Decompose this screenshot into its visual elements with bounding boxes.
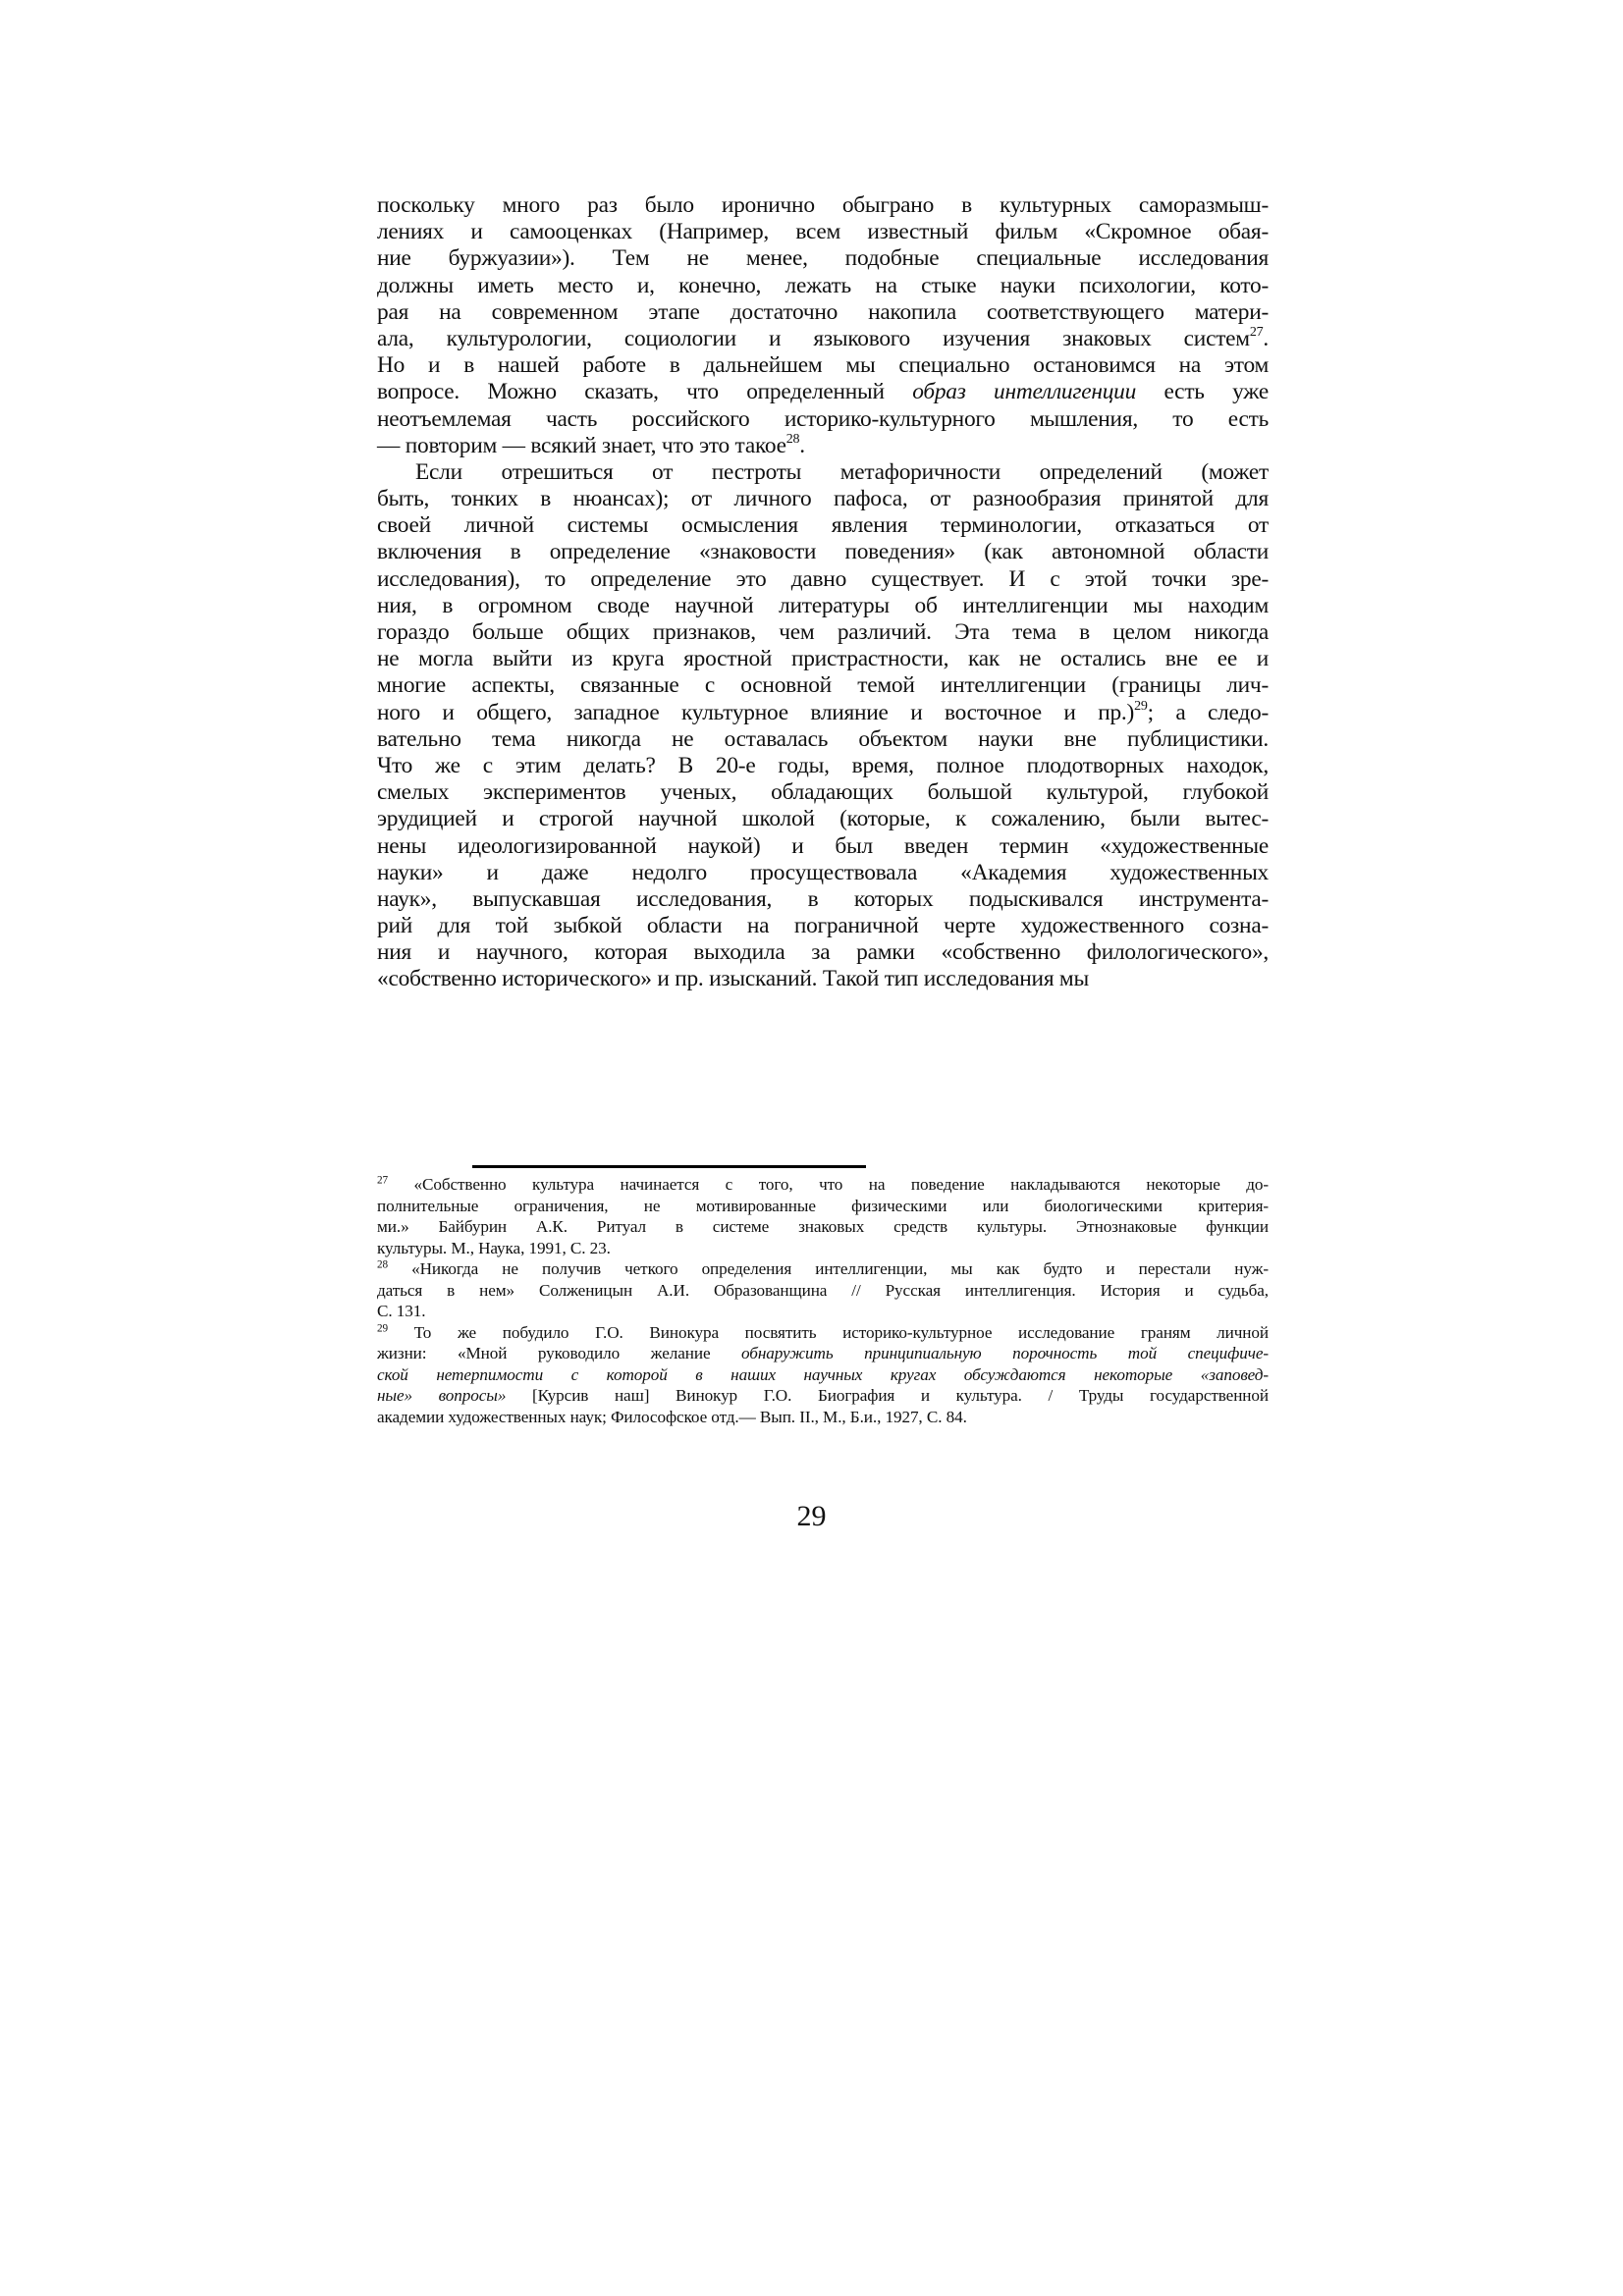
- text-run: поскольку много раз было иронично обыграно в культурных саморазмыш-: [377, 192, 1269, 218]
- text-line: [377, 913, 1269, 939]
- main-text: [377, 192, 1269, 993]
- footnote-line: [377, 1364, 1269, 1386]
- footnote-line: [377, 1407, 1269, 1428]
- text-run: полнительные ограничения, не мотивированные физическими или биологическими критерия-: [377, 1196, 1269, 1215]
- text-run: То же побудило Г.О. Винокура посвятить историко-культурное исследование граням личной: [387, 1322, 1269, 1342]
- footnote-line: [377, 1174, 1269, 1196]
- text-line: [377, 192, 1269, 219]
- text-line: [377, 566, 1269, 593]
- text-run: должны иметь место и, конечно, лежать на стыке науки психологии, кото-: [377, 272, 1269, 298]
- text-line: [377, 326, 1269, 352]
- text-line: [377, 860, 1269, 886]
- text-run: жизни: «Мной руководило желание: [377, 1344, 742, 1362]
- text-line: [377, 806, 1269, 832]
- text-run: есть уже: [1136, 379, 1269, 405]
- footnote-ref: 29: [377, 1321, 388, 1334]
- text-run: ного и общего, западное культурное влияние и восточное и пр.): [377, 699, 1135, 725]
- text-line: [377, 512, 1269, 539]
- text-run: даться в нем» Солженицын А.И. Образованщина // Русская интеллигенция. История и судьба,: [377, 1280, 1269, 1300]
- text-run: С. 131.: [377, 1302, 426, 1320]
- text-run: вопросе. Можно сказать, что определенный: [377, 379, 913, 405]
- text-run: ние буржуазии»). Тем не менее, подобные специальные исследования: [377, 245, 1269, 272]
- text-line: [377, 299, 1269, 326]
- text-run: .: [1263, 325, 1269, 351]
- text-line: [377, 406, 1269, 433]
- text-line: [377, 219, 1269, 245]
- text-line: [377, 779, 1269, 806]
- italic-text: ные» вопросы»: [377, 1386, 507, 1405]
- footnote-line: [377, 1343, 1269, 1364]
- text-line: [377, 646, 1269, 672]
- paragraph: [377, 192, 1269, 459]
- text-line: [377, 726, 1269, 753]
- footnotes: [377, 1174, 1269, 1427]
- text-run: ния и научного, которая выходила за рамки «собственно филологического»,: [377, 939, 1269, 966]
- text-run: «собственно исторического» и пр. изысканий. Такой тип исследования мы: [377, 966, 1089, 992]
- text-run: ми.» Байбурин А.К. Ритуал в системе знаковых средств культуры. Этнознаковые функции: [377, 1217, 1269, 1236]
- text-run: ; а следо-: [1147, 699, 1270, 725]
- text-run: включения в определение «знаковости поведения» (как автономной области: [377, 539, 1269, 565]
- text-line: [377, 593, 1269, 619]
- text-line: [377, 672, 1269, 699]
- italic-text: образ интеллигенции: [912, 379, 1137, 405]
- footnote-ref: 28: [377, 1258, 388, 1271]
- text-line: [377, 697, 1270, 726]
- text-run: культуры. М., Наука, 1991, С. 23.: [377, 1238, 611, 1257]
- footnote-ref: 27: [1249, 324, 1264, 341]
- text-run: академии художественных наук; Философское отд.— Вып. II., М., Б.и., 1927, С. 84.: [377, 1407, 967, 1426]
- page-number: 29: [796, 1500, 827, 1532]
- footnote-separator: [472, 1165, 866, 1168]
- footnote-ref: 29: [1134, 697, 1148, 714]
- paragraph: [377, 459, 1269, 993]
- text-run: смелых экспериментов ученых, обладающих большой культурой, глубокой: [377, 779, 1269, 806]
- footnote-ref: 28: [785, 430, 800, 447]
- text-line: [377, 459, 1269, 486]
- text-line: [377, 833, 1269, 860]
- text-run: ала, культурологии, социологии и языкового изучения знаковых систем: [377, 325, 1250, 351]
- text-line: [377, 430, 1269, 459]
- footnote-line: [377, 1385, 1269, 1407]
- text-run: нены идеологизированной наукой) и был введен термин «художественные: [377, 832, 1269, 859]
- text-run: Если отрешиться от пестроты метафоричности определений (может: [415, 458, 1269, 485]
- text-run: рая на современном этапе достаточно накопила соответствующего матери-: [377, 298, 1269, 325]
- text-line: [377, 619, 1269, 646]
- footnote-line: [377, 1280, 1269, 1302]
- footnote-ref: 27: [377, 1174, 388, 1187]
- text-line: [377, 352, 1269, 379]
- text-run: многие аспекты, связанные с основной темой интеллигенции (границы лич-: [377, 672, 1269, 699]
- text-line: [377, 273, 1269, 299]
- text-run: быть, тонких в нюансах); от личного пафоса, от разнообразия принятой для: [377, 486, 1269, 512]
- text-run: эрудицией и строгой научной школой (которые, к сожалению, были вытес-: [377, 806, 1269, 832]
- text-run: Но и в нашей работе в дальнейшем мы специально остановимся на этом: [377, 352, 1269, 379]
- text-run: «Никогда не получив четкого определения интеллигенции, мы как будто и перестали нуж-: [387, 1259, 1269, 1278]
- footnote-29: [377, 1322, 1269, 1428]
- text-line: [377, 939, 1269, 966]
- text-run: гораздо больше общих признаков, чем различий. Эта тема в целом никогда: [377, 619, 1269, 645]
- footnote-line: [377, 1216, 1269, 1238]
- text-line: [377, 539, 1269, 565]
- text-run: не могла выйти из круга яростной пристрастности, как не остались вне ее и: [377, 646, 1269, 672]
- text-run: неотъемлемая часть российского историко-культурного мышления, то есть: [377, 405, 1269, 432]
- footnote-line: [377, 1322, 1269, 1344]
- italic-text: обнаружить принципиальную порочность той специфиче-: [741, 1344, 1269, 1362]
- text-line: [377, 379, 1269, 405]
- text-run: науки» и даже недолго просуществовала «Академия художественных: [377, 859, 1269, 885]
- text-run: исследования), то определение это давно существует. И с этой точки зре-: [377, 565, 1269, 592]
- footnote-line: [377, 1196, 1269, 1217]
- text-run: лениях и самооценках (Например, всем известный фильм «Скромное обая-: [377, 219, 1269, 245]
- text-run: [Курсив наш] Винокур Г.О. Биография и культура. / Труды государственной: [506, 1386, 1270, 1405]
- footnote-27: [377, 1174, 1269, 1258]
- text-run: вательно тема никогда не оставалась объектом науки вне публицистики.: [377, 725, 1269, 752]
- text-run: .: [799, 432, 805, 458]
- text-run: ния, в огромном своде научной литературы об интеллигенции мы находим: [377, 592, 1269, 618]
- text-run: своей личной системы осмысления явления терминологии, отказаться от: [377, 512, 1269, 539]
- footnote-line: [377, 1301, 1269, 1322]
- text-line: [377, 966, 1269, 992]
- text-run: — повторим — всякий знает, что это такое: [377, 432, 786, 458]
- text-run: Что же с этим делать? В 20-е годы, время, полное плодотворных находок,: [377, 752, 1269, 778]
- text-line: [377, 886, 1269, 913]
- text-run: наук», выпускавшая исследования, в которых подыскивался инструмента-: [377, 885, 1269, 912]
- text-line: [377, 245, 1269, 272]
- text-run: «Собственно культура начинается с того, что на поведение накладываются некоторые до-: [387, 1175, 1269, 1194]
- text-run: рий для той зыбкой области на пограничной черте художественного созна-: [377, 913, 1269, 939]
- footnote-line: [377, 1238, 1269, 1259]
- text-line: [377, 753, 1269, 779]
- text-line: [377, 486, 1269, 512]
- footnote-line: [377, 1258, 1269, 1280]
- italic-text: ской нетерпимости с которой в наших научных кругах обсуждаются некоторые «заповед-: [377, 1364, 1269, 1384]
- footnote-28: [377, 1258, 1269, 1322]
